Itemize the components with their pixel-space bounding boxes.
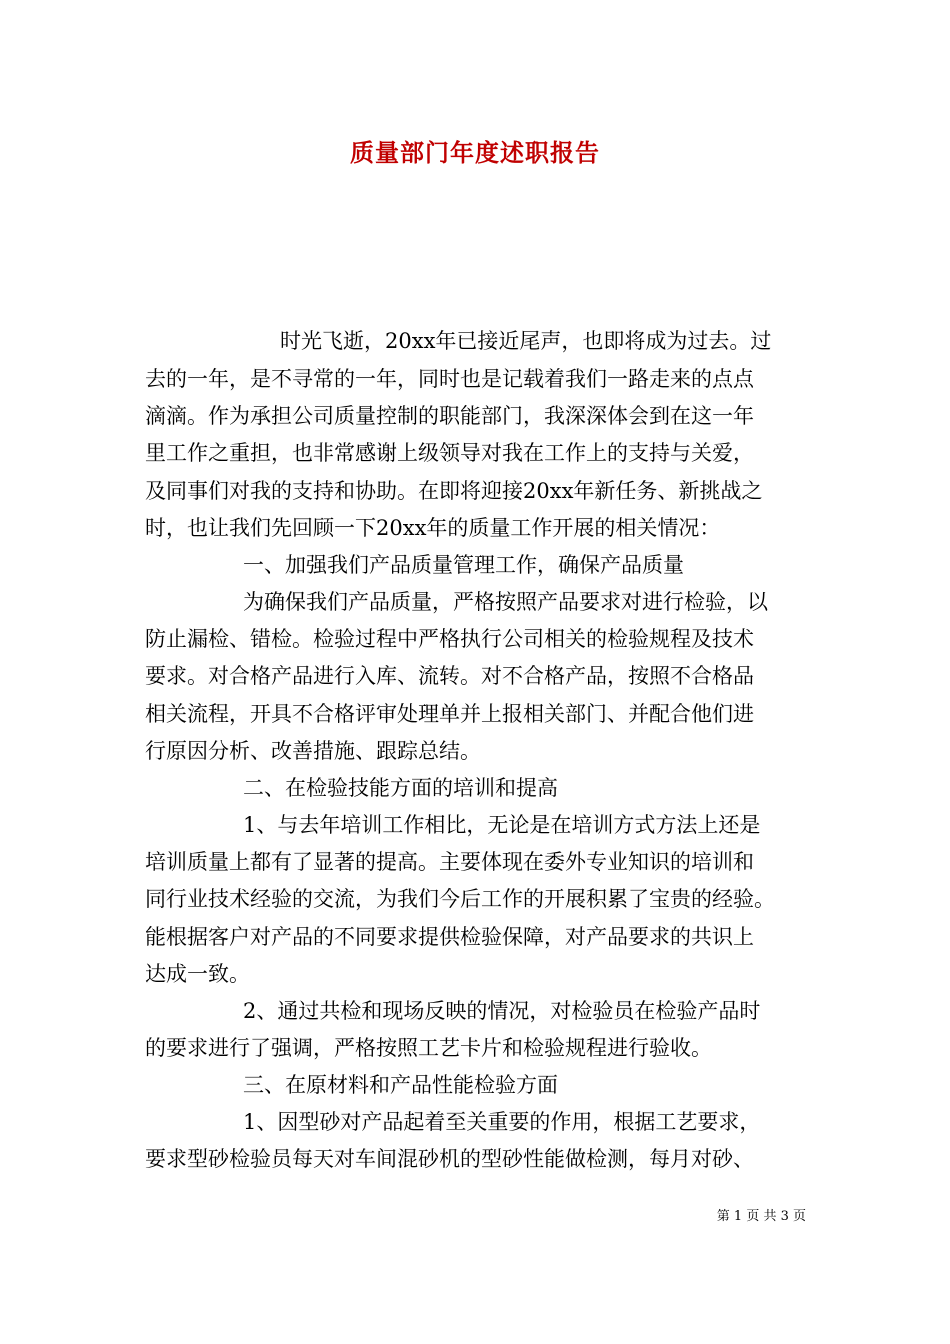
body-line: 培训质量上都有了显著的提高。主要体现在委外专业知识的培训和 [145,850,754,874]
body-line: 1、与去年培训工作相比，无论是在培训方式方法上还是 [243,813,761,837]
body-line: 防止漏检、错检。检验过程中严格执行公司相关的检验规程及技术 [145,627,754,651]
body-line: 为确保我们产品质量，严格按照产品要求对进行检验，以 [243,590,768,614]
page-footer: 第 1 页 共 3 页 [716,1209,806,1224]
section-heading: 一、加强我们产品质量管理工作，确保产品质量 [243,553,684,577]
body-line: 能根据客户对产品的不同要求提供检验保障，对产品要求的共识上 [145,925,754,949]
body-line: 时，也让我们先回顾一下20xx年的质量工作开展的相关情况： [145,516,721,540]
section-heading: 二、在检验技能方面的培训和提高 [243,776,558,800]
body-line: 要求。对合格产品进行入库、流转。对不合格产品，按照不合格品 [145,664,754,688]
body-line: 的要求进行了强调，严格按照工艺卡片和检验规程进行验收。 [145,1036,712,1060]
body-line: 同行业技术经验的交流，为我们今后工作的开展积累了宝贵的经验。 [145,887,775,911]
body-line: 去的一年，是不寻常的一年，同时也是记载着我们一路走来的点点 [145,367,754,391]
body-line: 行原因分析、改善措施、跟踪总结。 [145,739,481,763]
body-line: 达成一致。 [145,962,250,986]
body-line: 时光飞逝，20xx年已接近尾声，也即将成为过去。过 [280,329,772,353]
body-line: 相关流程，开具不合格评审处理单并上报相关部门、并配合他们进 [145,702,754,726]
body-line: 1、因型砂对产品起着至关重要的作用，根据工艺要求， [243,1110,761,1134]
body-line: 要求型砂检验员每天对车间混砂机的型砂性能做检测，每月对砂、 [145,1147,754,1171]
body-line: 滴滴。作为承担公司质量控制的职能部门，我深深体会到在这一年 [145,404,754,428]
section-heading: 三、在原材料和产品性能检验方面 [243,1073,558,1097]
document-title: 质量部门年度述职报告 [350,138,600,167]
body-line: 及同事们对我的支持和协助。在即将迎接20xx年新任务、新挑战之 [145,479,763,503]
body-line: 2、通过共检和现场反映的情况，对检验员在检验产品时 [243,999,761,1023]
body-line: 里工作之重担，也非常感谢上级领导对我在工作上的支持与关爱， [145,441,754,465]
